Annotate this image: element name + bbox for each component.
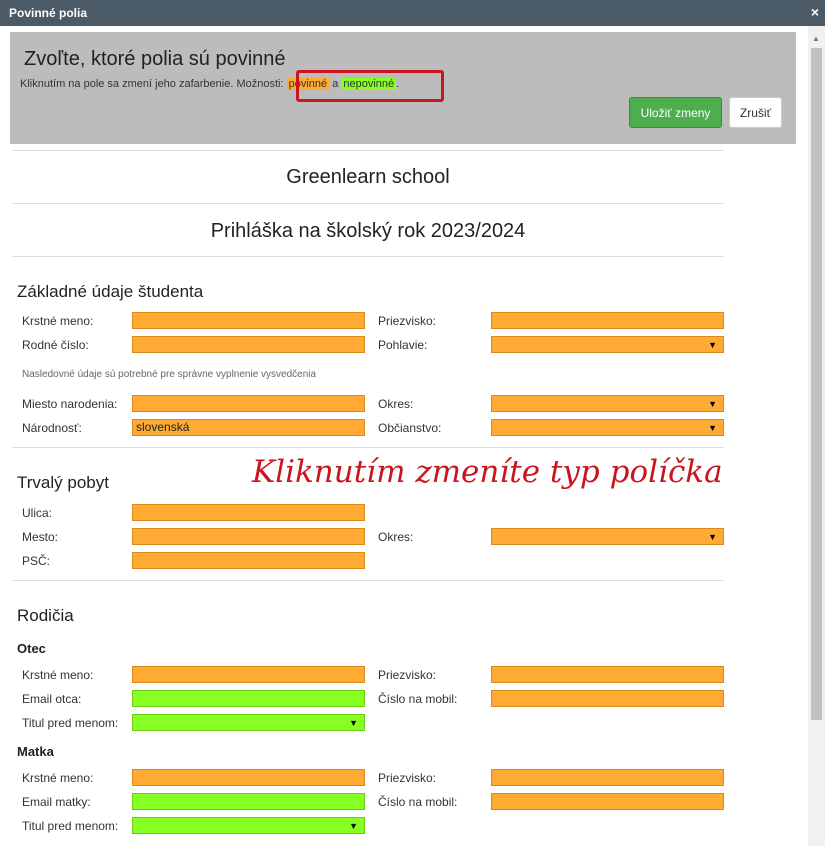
father-surname-field[interactable] [491, 666, 724, 683]
chevron-down-icon: ▼ [708, 532, 717, 542]
chevron-down-icon: ▼ [708, 423, 717, 433]
optional-legend: nepovinné [343, 78, 395, 90]
gender-select[interactable] [491, 336, 724, 353]
desc-prefix: Kliknutím na pole sa zmení jeho zafarbenie. Možnosti: [20, 78, 287, 90]
student-district-select[interactable] [491, 395, 724, 412]
annotation-text: Kliknutím zmeníte typ políčka [252, 454, 723, 490]
student-surname-label: Priezvisko: [378, 314, 437, 328]
father-title-select[interactable] [132, 714, 365, 731]
mother-heading: Matka [17, 744, 54, 759]
divider [12, 203, 724, 204]
mother-first-name-field[interactable] [132, 769, 365, 786]
form-title: Prihláška na školský rok 2023/2024 [210, 220, 526, 242]
birth-place-field[interactable] [132, 395, 365, 412]
father-email-field[interactable] [132, 690, 365, 707]
student-surname-field[interactable] [491, 312, 724, 329]
mother-email-label: Email matky: [22, 795, 91, 809]
zip-label: PSČ: [22, 554, 51, 568]
divider [12, 447, 724, 448]
save-changes-button[interactable]: Uložiť zmeny [629, 97, 722, 128]
nationality-label: Národnosť: [22, 421, 82, 435]
section-parents-heading: Rodičia [17, 606, 74, 625]
mother-mobile-label: Číslo na mobil: [378, 795, 458, 809]
birth-number-field[interactable] [132, 336, 365, 353]
student-district-label: Okres: [378, 397, 414, 411]
mother-title-select[interactable] [132, 817, 365, 834]
modal-content [0, 26, 808, 846]
nationality-field[interactable]: slovenská [132, 419, 365, 436]
desc-suffix: . [396, 78, 400, 90]
city-field[interactable] [132, 528, 365, 545]
mother-surname-field[interactable] [491, 769, 724, 786]
mother-email-field[interactable] [132, 793, 365, 810]
residence-district-label: Okres: [378, 530, 414, 544]
zip-field[interactable] [132, 552, 365, 569]
required-legend: povinné [288, 78, 328, 90]
desc-and: a [329, 78, 342, 90]
instructions-banner [10, 32, 796, 144]
chevron-down-icon: ▼ [349, 821, 358, 831]
section-residence-heading: Trvalý pobyt [17, 473, 109, 492]
close-icon[interactable]: × [810, 4, 819, 20]
legend-highlight-box [296, 70, 444, 102]
mother-title-label: Titul pred menom: [22, 819, 119, 833]
father-mobile-label: Číslo na mobil: [378, 692, 458, 706]
banner-heading: Zvoľte, ktoré polia sú povinné [24, 48, 286, 70]
father-mobile-field[interactable] [491, 690, 724, 707]
school-name: Greenlearn school [286, 166, 450, 188]
cancel-button[interactable]: Zrušiť [729, 97, 782, 128]
modal-title-bar [0, 0, 825, 26]
section-student-heading: Základné údaje študenta [17, 282, 204, 301]
father-heading: Otec [17, 641, 46, 656]
birth-place-label: Miesto narodenia: [22, 397, 118, 411]
father-email-label: Email otca: [22, 692, 82, 706]
divider [12, 580, 724, 581]
citizenship-label: Občianstvo: [378, 421, 442, 435]
report-card-note: Nasledovné údaje sú potrebné pre správne vyplnenie vysvedčenia [22, 369, 317, 380]
father-title-label: Titul pred menom: [22, 716, 119, 730]
mother-surname-label: Priezvisko: [378, 771, 437, 785]
street-label: Ulica: [22, 506, 53, 520]
citizenship-select[interactable] [491, 419, 724, 436]
student-first-name-label: Krstné meno: [22, 314, 94, 328]
father-surname-label: Priezvisko: [378, 668, 437, 682]
divider [12, 150, 724, 151]
student-first-name-field[interactable] [132, 312, 365, 329]
scroll-up-icon[interactable]: ▲ [812, 34, 820, 43]
gender-label: Pohlavie: [378, 338, 428, 352]
father-first-name-label: Krstné meno: [22, 668, 94, 682]
chevron-down-icon: ▼ [708, 340, 717, 350]
mother-first-name-label: Krstné meno: [22, 771, 94, 785]
residence-district-select[interactable] [491, 528, 724, 545]
birth-number-label: Rodné číslo: [22, 338, 89, 352]
chevron-down-icon: ▼ [708, 399, 717, 409]
street-field[interactable] [132, 504, 365, 521]
divider [12, 256, 724, 257]
city-label: Mesto: [22, 530, 59, 544]
modal-title: Povinné polia [9, 6, 88, 20]
scrollbar[interactable] [808, 26, 825, 846]
scrollbar-thumb[interactable] [811, 48, 822, 720]
chevron-down-icon: ▼ [349, 718, 358, 728]
father-first-name-field[interactable] [132, 666, 365, 683]
mother-mobile-field[interactable] [491, 793, 724, 810]
